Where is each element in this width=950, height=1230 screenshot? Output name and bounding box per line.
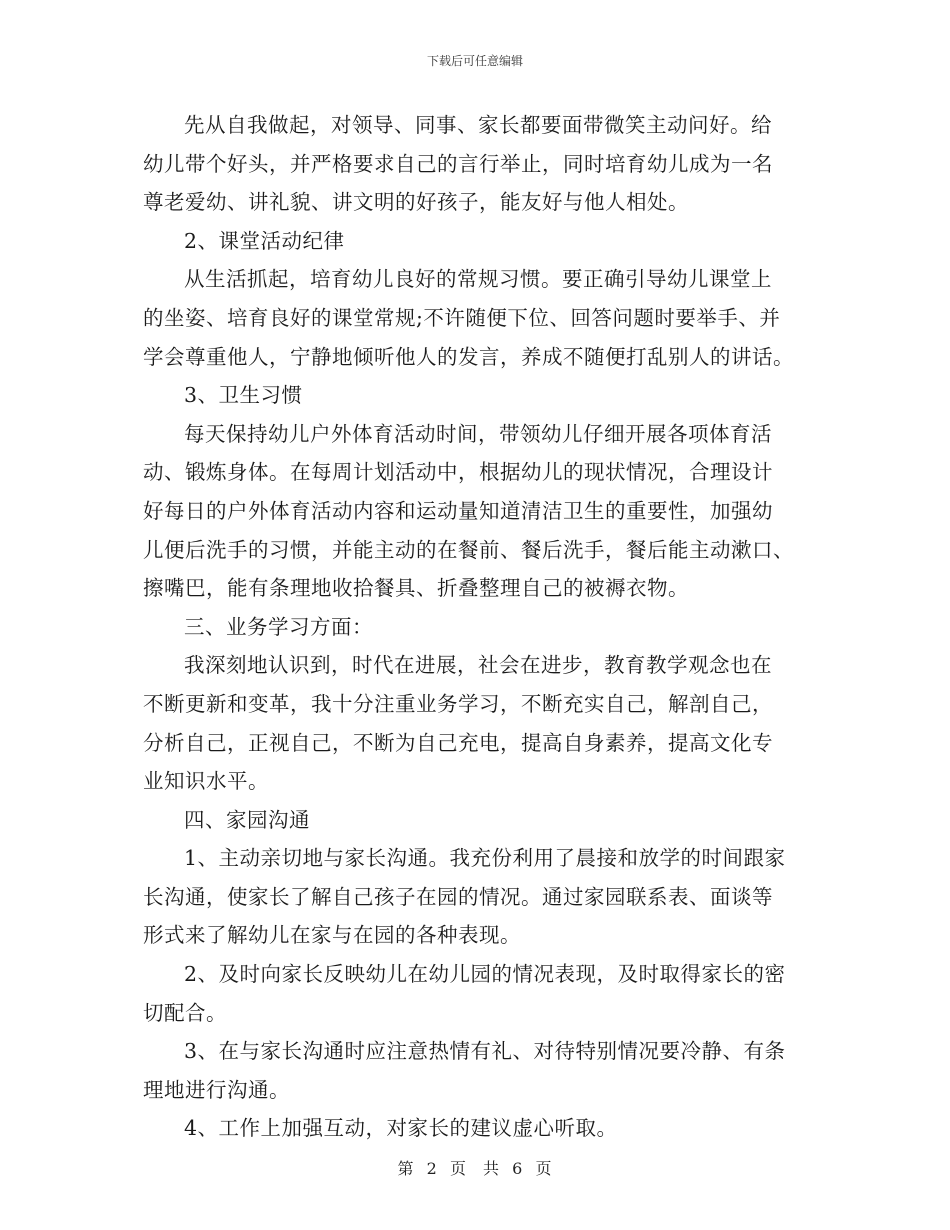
page-header: 下载后可任意编辑	[426, 54, 523, 68]
footer-label-total: 共	[483, 1159, 501, 1178]
paragraph-communication-2	[143, 955, 808, 1032]
footer-label-page: 页	[449, 1159, 467, 1178]
text-line: 我深刻地认识到，时代在进展，社会在进步，教育教学观念也在	[184, 653, 772, 678]
text-line: 幼儿带个好头，并严格要求自己的言行举止，同时培育幼儿成为一名	[143, 151, 773, 176]
text-line: 好每日的户外体育活动内容和运动量知道清洁卫生的重要性，加强幼	[143, 498, 773, 523]
paragraph-communication-3	[143, 1032, 808, 1109]
text-line: 每天保持幼儿户外体育活动时间，带领幼儿仔细开展各项体育活	[184, 421, 772, 446]
text-line: 动、锻炼身体。在每周计划活动中，根据幼儿的现状情况，合理设计	[143, 460, 773, 485]
heading-text: 2、课堂活动纪律	[184, 228, 345, 253]
text-line: 长沟通，使家长了解自己孩子在园的情况。通过家园联系表、面谈等	[143, 884, 773, 909]
heading-home-school	[143, 801, 808, 840]
text-line: 2、及时向家长反映幼儿在幼儿园的情况表现，及时取得家长的密	[184, 962, 786, 987]
heading-text: 三、业务学习方面：	[184, 614, 373, 639]
text-line: 学会尊重他人，宁静地倾听他人的发言，养成不随便打乱别人的讲话。	[143, 344, 794, 369]
heading-classroom-discipline	[143, 222, 808, 261]
text-line: 分析自己，正视自己，不断为自己充电，提高自身素养，提高文化专	[143, 730, 773, 755]
footer-label-after: 页	[535, 1159, 553, 1178]
total-pages-number: 6	[512, 1159, 524, 1178]
text-line: 尊老爱幼、讲礼貌、讲文明的好孩子，能友好与他人相处。	[143, 190, 689, 215]
page-footer	[0, 1156, 950, 1179]
paragraph-communication-1	[143, 839, 808, 955]
text-line: 1、主动亲切地与家长沟通。我充份利用了晨接和放学的时间跟家	[184, 846, 786, 871]
paragraph-communication-4	[143, 1109, 808, 1148]
text-line: 从生活抓起，培育幼儿良好的常规习惯。要正确引导幼儿课堂上	[184, 267, 772, 292]
text-line: 的坐姿、培育良好的课堂常规;不许随便下位、回答问题时要举手、并	[143, 305, 781, 330]
text-line: 形式来了解幼儿在家与在园的各种表现。	[143, 923, 521, 948]
heading-text: 3、卫生习惯	[184, 383, 303, 408]
footer-label-before: 第	[397, 1159, 415, 1178]
text-line: 业知识水平。	[143, 769, 269, 794]
heading-text: 四、家园沟通	[184, 807, 310, 832]
current-page-number: 2	[426, 1159, 438, 1178]
paragraph-hygiene	[143, 415, 808, 608]
paragraph-greeting	[143, 106, 808, 222]
text-line: 先从自我做起，对领导、同事、家长都要面带微笑主动问好。给	[184, 113, 772, 137]
text-line: 3、在与家长沟通时应注意热情有礼、对待特别情况要冷静、有条	[184, 1039, 786, 1064]
text-line: 擦嘴巴，能有条理地收拾餐具、折叠整理自己的被褥衣物。	[143, 576, 689, 601]
text-line: 不断更新和变革，我十分注重业务学习，不断充实自己，解剖自己，	[143, 691, 773, 716]
text-line: 4、工作上加强互动，对家长的建议虚心听取。	[184, 1116, 618, 1141]
paragraph-classroom	[143, 260, 808, 376]
heading-hygiene-habits	[143, 376, 808, 415]
text-line: 理地进行沟通。	[143, 1077, 290, 1102]
text-line: 切配合。	[143, 1000, 227, 1025]
paragraph-study	[143, 646, 808, 800]
text-line: 儿便后洗手的习惯，并能主动的在餐前、餐后洗手，餐后能主动漱口、	[143, 537, 794, 562]
heading-professional-study	[143, 608, 808, 647]
document-body	[143, 106, 808, 1148]
